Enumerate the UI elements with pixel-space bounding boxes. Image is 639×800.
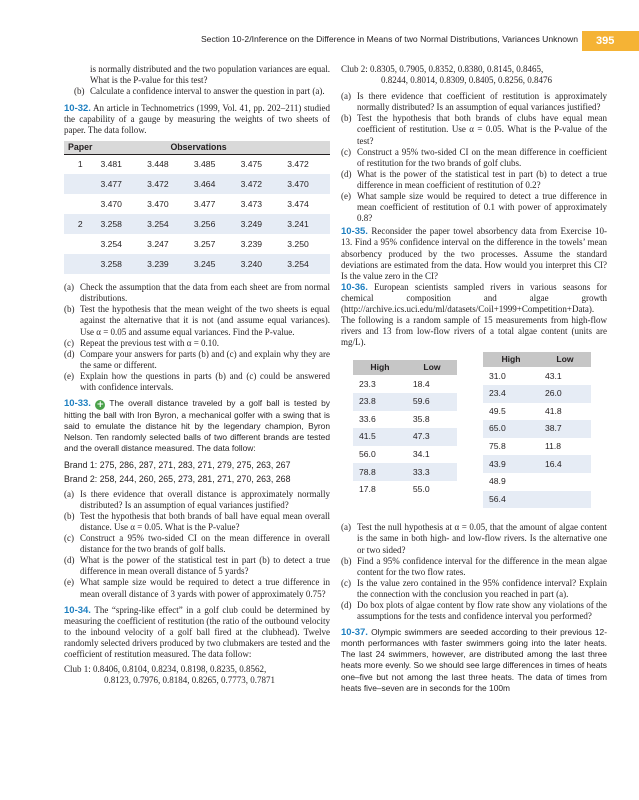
exercise-10-36 (341, 282, 607, 349)
table-row: 23.3 18.4 (359, 378, 430, 389)
exercise-10-36-parts (341, 522, 607, 622)
list-item: (a) Test the null hypothesis at α = 0.05, that the amount of algae content is the same in both high- and low-flow rivers. Is the alternative one or two sided? (341, 522, 607, 555)
table-row: 3.254 3.247 3.257 3.239 3.250 (100, 238, 309, 249)
exercise-text: Reconsider the paper towel absorbency data from Exercise 10-13. Find a 95% confidence interval on the difference in the towels’ mean absorbency produced by the two processes. Assume the standard deviations are estimated from the data. How would you interpret this CI? Is the value zero in the CI? (341, 226, 607, 281)
col-header-paper: Paper (64, 141, 96, 155)
list-item: (a) Check the assumption that the data from each sheet are from normal distributions. (64, 282, 330, 304)
intro-text: is normally distributed and the two population variances are equal. What is the P-value for this test? (90, 64, 330, 86)
table-row: 33.6 35.8 (359, 413, 430, 424)
exercise-10-33 (64, 398, 330, 454)
exercise-10-34 (64, 605, 330, 660)
list-item: (c) Construct a 95% two-sided CI on the mean difference in overall distance for the two brands of golf balls. (64, 533, 330, 555)
list-item: (c) Is the value zero contained in the 95% confidence interval? Explain the connection with the conclusion you reached in part (a). (341, 577, 607, 599)
club-2-data-cont: 0.8244, 0.8014, 0.8309, 0.8405, 0.8256, 0.8476 (381, 75, 552, 86)
brand-1-data: Brand 1: 275, 286, 287, 271, 283, 271, 279, 275, 263, 267 (64, 460, 291, 471)
algae-table-left: High Low 23.3 18.4 23.8 59.6 33.6 35.8 41.5 47.3 56.0 34.1 78.8 33.3 17.8 55.0 (353, 360, 457, 498)
right-column (341, 64, 607, 694)
list-item: (b) Test the hypothesis that both brands of ball have equal mean overall distance. Use α = 0.05. What is the P-value? (64, 510, 330, 532)
exercise-number: 10-36. (341, 281, 368, 293)
list-item: (e) What sample size would be required to detect a true difference in mean coefficient of restitution of 0.1 with power of approximately 0.8? (341, 191, 607, 224)
exercise-text: The “spring-like effect” in a golf club could be determined by measuring the coefficient of restitution (the ratio of the outbound velocity to the inbound velocity of a golf ball fired at the clubhead). Twelve randomly selected drivers produced by two clubmakers are tested and the coefficient of restitution measured. The data follow: (64, 604, 331, 659)
club-1-data: Club 1: 0.8406, 0.8104, 0.8234, 0.8198, 0.8235, 0.8562, (64, 664, 267, 675)
algae-content-tables (341, 352, 607, 516)
table-row: 1 3.481 3.448 3.485 3.475 3.472 (77, 158, 309, 169)
table-row: 56.4 (483, 491, 591, 509)
list-item: (b) Test the hypothesis that the mean weight of the two sheets is equal against the alternative that it is not (and assume equal variances). Use α = 0.05 and assume equal variances. Find the P-value. (64, 304, 330, 337)
exercise-number: 10-34. (64, 604, 91, 616)
exercise-10-34-parts (341, 91, 607, 224)
club-1-data-cont: 0.8123, 0.7976, 0.8184, 0.8265, 0.7773, 0.7871 (104, 675, 275, 686)
table-row: 23.8 59.6 (353, 393, 457, 411)
table-row: 48.9 (489, 476, 506, 487)
page-number: 395 (582, 31, 639, 51)
table-row: 3.477 3.472 3.464 3.472 3.470 (64, 174, 330, 194)
table-row: 49.5 41.8 (489, 405, 562, 416)
exercise-text: European scientists sampled rivers in various seasons for chemical composition and algae growth (http://archive.ics.uci.edu/ml/datasets/Coil+1999+Competition+Data). The following is a random sample of 15 measurements from high-flow rivers and 13 from low-flow rivers of a total algae content (units are mg/L). (341, 281, 608, 348)
exercise-text: Olympic swimmers are seeded according to their previous 12-month performances with faster swimmers going into the later heats. The last 24 swimmers, however, are distributed among the last three heats more evenly. So we should see large differences in times of heats one–five but not among the last three heats. The data of times from heats five–seven are in seconds for the 100m (341, 627, 607, 693)
list-item: (e) What sample size would be required to detect a true difference in mean overall distance of 3 yards with power of approximately 0.75? (64, 577, 330, 599)
section-title: Section 10-2/Inference on the Difference in Means of two Normal Distributions, Variances Unknown (200, 34, 578, 44)
club-2-data: Club 2: 0.8305, 0.7905, 0.8352, 0.8380, 0.8145, 0.8465, (341, 64, 544, 74)
exercise-text: The overall distance traveled by a golf ball is tested by hitting the ball with Iron Byron, a mechanical golfer with a swing that is said to emulate the distance hit by the legendary champion, Byron Nelson. Ten randomly selected balls of two different brands are tested and the overall distance measured. The data follow: (64, 398, 330, 454)
exercise-number: 10-32. (64, 103, 91, 115)
exercise-10-32 (64, 103, 330, 136)
table-row: 23.4 26.0 (483, 385, 591, 403)
algae-table-right: High Low 31.0 43.1 23.4 26.0 49.5 41.8 65.0 38.7 75.8 11.8 43.9 16.4 48.9 56.4 (483, 352, 591, 508)
paper-weights-table (64, 141, 330, 275)
left-column (64, 64, 330, 686)
col-header-observations: Observations (96, 141, 330, 155)
list-item: (c) Construct a 95% two-sided CI on the mean difference in coefficient of restitution for the two brands of golf clubs. (341, 146, 607, 168)
exercise-number: 10-33. (64, 398, 91, 410)
table-row: 78.8 33.3 (353, 463, 457, 481)
list-item: (c) Repeat the previous test with α = 0.10. (64, 337, 220, 348)
table-row: 3.470 3.470 3.477 3.473 3.474 (100, 198, 309, 209)
list-item: (b) Find a 95% confidence interval for the difference in the mean algae content for the two flow rates. (341, 555, 607, 577)
list-item: (a) Is there evidence that coefficient of restitution is approximately normally distributed? Is an assumption of equal variances justified? (341, 91, 607, 113)
exercise-number: 10-35. (341, 226, 368, 238)
table-row: 41.5 47.3 (353, 428, 457, 446)
list-item: (d) What is the power of the statistical test in part (b) to detect a true difference in mean coefficient of restitution of 0.2? (341, 168, 607, 190)
exercise-number: 10-37. (341, 627, 368, 639)
list-item: (b) Test the hypothesis that both brands of clubs have equal mean coefficient of restitution. Use α = 0.05. What is the P-value of the test? (341, 113, 607, 146)
exercise-text: An article in Technometrics (1999, Vol. 41, pp. 202–211) studied the capability of a gauge by measuring the weights of two sheets of paper. The data follow. (64, 103, 330, 136)
list-item: (a) Is there evidence that overall distance is approximately normally distributed? Is an assumption of equal variances justified? (64, 488, 330, 510)
exercise-10-33-parts (64, 489, 330, 600)
table-row: 31.0 43.1 (489, 370, 562, 381)
plus-icon: + (96, 400, 104, 411)
table-row: 75.8 11.8 (489, 441, 562, 452)
list-item: (d) What is the power of the statistical test in part (b) to detect a true difference in mean overall distance of 5 yards? (64, 555, 330, 577)
intro-part-b: (b) Calculate a confidence interval to answer the question in part (a). (74, 86, 325, 97)
list-item: (d) Compare your answers for parts (b) and (c) and explain why they are the same or different. (64, 348, 330, 370)
list-item: (e) Explain how the questions in parts (b) and (c) could be answered with confidence intervals. (64, 370, 330, 392)
brand-2-data: Brand 2: 258, 244, 260, 265, 273, 281, 271, 270, 263, 268 (64, 473, 291, 484)
table-row: 56.0 34.1 (359, 449, 430, 460)
table-row: 2 3.258 3.254 3.256 3.249 3.241 (64, 214, 330, 234)
exercise-10-32-parts (64, 282, 330, 393)
page-header (0, 31, 639, 51)
table-row: 65.0 38.7 (483, 420, 591, 438)
exercise-10-37 (341, 627, 607, 694)
table-row: 17.8 55.0 (359, 484, 430, 495)
list-item: (d) Do box plots of algae content by flow rate show any violations of the assumptions for the tests and confidence interval you performed? (341, 600, 607, 622)
table-row: 3.258 3.239 3.245 3.240 3.254 (64, 254, 330, 274)
table-row: 43.9 16.4 (483, 455, 591, 473)
exercise-10-35 (341, 226, 607, 281)
